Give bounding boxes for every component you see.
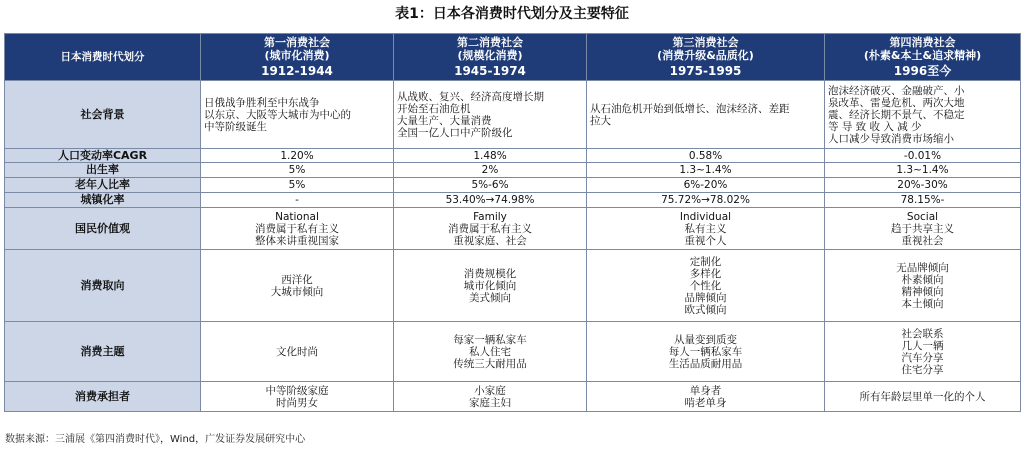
cell-line: 人口减少导致消费市场缩小 <box>828 132 954 145</box>
cell-line: 几人一辆 <box>901 339 944 352</box>
cell-line: 每家一辆私家车 <box>453 333 527 346</box>
table-row <box>5 250 1021 322</box>
source-note: 数据来源：三浦展《第四消费时代》，Wind，广发证券发展研究中心 <box>5 434 306 445</box>
cell-line: 5% <box>288 164 306 176</box>
cell-line: 定制化 <box>689 255 722 268</box>
cell-line: 重视家庭、社会 <box>453 234 527 247</box>
cell-line: -0.01% <box>903 149 942 162</box>
table-cell <box>587 81 825 149</box>
table-cell <box>825 208 1021 250</box>
cell-line: 欧式倾向 <box>684 303 727 316</box>
corner-header: 日本消费时代划分 <box>5 34 201 81</box>
era-subtitle: (规模化消费) <box>457 49 523 62</box>
cell-line: 生活品质耐用品 <box>668 357 743 370</box>
cell-line: 西洋化 <box>281 273 313 286</box>
cell-line: 本土倾向 <box>901 297 944 310</box>
cell-line: 泉改革、雷曼危机、两次大地 <box>828 96 965 109</box>
cell-line: 1.20% <box>280 149 314 162</box>
era-years: 1996至今 <box>893 64 952 78</box>
cell-line: 大城市倾向 <box>270 285 324 298</box>
row-label: 老年人比率 <box>5 178 201 193</box>
cell-line: 每人一辆私家车 <box>668 345 743 358</box>
cell-line: 78.15%- <box>900 194 945 206</box>
table-cell <box>825 81 1021 149</box>
cell-line: 朴素倾向 <box>901 273 944 286</box>
table-cell <box>394 250 587 322</box>
table-cell <box>201 81 394 149</box>
era-years: 1945-1974 <box>454 64 526 78</box>
table-cell <box>825 178 1021 193</box>
era-years: 1975-1995 <box>669 64 742 78</box>
table-cell <box>394 193 587 208</box>
cell-line: 5% <box>288 179 306 191</box>
cell-line: 住宅分享 <box>901 363 944 376</box>
cell-line: 家庭主妇 <box>469 396 511 409</box>
cell-line: 时尚男女 <box>276 396 318 409</box>
cell-line: Individual <box>679 210 732 223</box>
cell-line: Social <box>906 210 939 223</box>
era-name: 第三消费社会 <box>672 36 739 49</box>
cell-line: 中等阶级诞生 <box>204 120 267 133</box>
table-cell <box>825 322 1021 382</box>
cell-line: 单身者 <box>689 384 722 397</box>
table-cell <box>587 382 825 412</box>
row-label: 人口变动率CAGR <box>5 149 201 163</box>
table-cell <box>587 149 825 163</box>
row-label: 消费主题 <box>5 322 201 382</box>
table-row <box>5 149 1021 163</box>
cell-line: 拉大 <box>590 114 611 127</box>
cell-line: 等 导 致 收 入 减 少 <box>828 120 922 133</box>
row-label: 城镇化率 <box>5 193 201 208</box>
cell-line: 消费属于私有主义 <box>448 222 532 235</box>
table-cell <box>394 149 587 163</box>
era-name: 第二消费社会 <box>457 36 523 49</box>
cell-line: 私人住宅 <box>469 345 511 358</box>
cell-line: 传统三大耐用品 <box>453 357 527 370</box>
table-cell <box>394 178 587 193</box>
cell-line: 日俄战争胜利至中东战争 <box>204 96 320 109</box>
cell-line: 0.58% <box>688 149 723 162</box>
table-cell <box>201 382 394 412</box>
table-cell <box>587 322 825 382</box>
table-cell <box>587 163 825 178</box>
cell-line: 1.3~1.4% <box>679 164 732 176</box>
table-row <box>5 208 1021 250</box>
cell-line: 重视个人 <box>684 234 727 247</box>
table-cell <box>587 178 825 193</box>
table-cell <box>587 193 825 208</box>
cell-line: 趋于共享主义 <box>891 222 954 235</box>
cell-line: 5%-6% <box>471 179 509 191</box>
table-cell <box>825 382 1021 412</box>
cell-line: Family <box>473 210 507 223</box>
table-cell <box>825 163 1021 178</box>
table-title: 表1：日本各消费时代划分及主要特征 <box>395 6 629 22</box>
table-cell <box>394 382 587 412</box>
cell-line: 震、经济长期不景气、不稳定 <box>828 108 965 121</box>
cell-line: 城市化倾向 <box>463 279 517 292</box>
cell-line: 泡沫经济破灭、金融破产、小 <box>828 84 965 97</box>
era-years: 1912-1944 <box>261 64 333 78</box>
cell-line: 无品牌倾向 <box>896 261 949 274</box>
table-cell <box>394 322 587 382</box>
cell-line: 个性化 <box>689 279 722 292</box>
row-label: 消费取向 <box>5 250 201 322</box>
cell-line: 私有主义 <box>684 222 727 235</box>
era-name: 第一消费社会 <box>264 36 330 49</box>
cell-line: 多样化 <box>689 267 722 280</box>
cell-line: 从量变到质变 <box>674 333 737 346</box>
table-row <box>5 193 1021 208</box>
cell-line: 社会联系 <box>901 327 944 340</box>
era-subtitle: (消费升级&品质化) <box>657 49 754 62</box>
era-header-2 <box>394 34 587 81</box>
table-cell <box>587 208 825 250</box>
cell-line: 品牌倾向 <box>684 291 727 304</box>
table-cell <box>394 208 587 250</box>
table-cell <box>394 163 587 178</box>
table-row <box>5 382 1021 412</box>
cell-line: 1.48% <box>473 149 507 162</box>
table-row <box>5 163 1021 178</box>
table-cell <box>201 163 394 178</box>
cell-line: 75.72%→78.02% <box>661 194 750 206</box>
table-cell <box>201 322 394 382</box>
cell-line: 消费规模化 <box>463 267 517 280</box>
row-label: 国民价值观 <box>5 208 201 250</box>
cell-line: 大量生产、大量消费 <box>397 114 492 127</box>
cell-line: 从战败、复兴、经济高度增长期 <box>397 90 544 103</box>
cell-line: 20%-30% <box>897 179 948 191</box>
table-cell <box>825 193 1021 208</box>
cell-line: 整体来讲重视国家 <box>255 234 339 247</box>
table-cell <box>201 193 394 208</box>
table-body <box>5 81 1021 412</box>
cell-line: 啃老单身 <box>684 396 727 409</box>
table-row <box>5 81 1021 149</box>
table-cell <box>825 149 1021 163</box>
cell-line: 开始至石油危机 <box>397 102 471 115</box>
table-cell <box>394 81 587 149</box>
cell-line: 汽车分享 <box>901 351 944 364</box>
table-cell <box>825 250 1021 322</box>
table-cell <box>201 149 394 163</box>
era-name: 第四消费社会 <box>889 36 956 49</box>
cell-line: 所有年龄层里单一化的个人 <box>859 390 986 403</box>
cell-line: - <box>295 194 299 206</box>
cell-line: 6%-20% <box>683 179 728 191</box>
cell-line: 美式倾向 <box>469 291 511 304</box>
row-label: 社会背景 <box>5 81 201 149</box>
era-subtitle: (朴素&本土&追求精神) <box>863 49 982 62</box>
row-label: 出生率 <box>5 163 201 178</box>
era-header-1 <box>201 34 394 81</box>
table-row <box>5 178 1021 193</box>
cell-line: 小家庭 <box>474 384 506 397</box>
cell-line: National <box>275 210 319 223</box>
cell-line: 2% <box>481 164 499 176</box>
consumption-era-table <box>4 33 1021 412</box>
table-cell <box>201 208 394 250</box>
cell-line: 重视社会 <box>901 234 944 247</box>
cell-line: 从石油危机开始到低增长、泡沫经济、差距 <box>590 102 790 115</box>
table-cell <box>587 250 825 322</box>
era-subtitle: (城市化消费) <box>264 49 330 62</box>
table-cell <box>201 250 394 322</box>
cell-line: 以东京、大阪等大城市为中心的 <box>204 108 351 121</box>
cell-line: 53.40%→74.98% <box>445 194 535 206</box>
era-header-4 <box>825 34 1021 81</box>
cell-line: 全国一亿人口中产阶级化 <box>397 126 513 139</box>
row-label: 消费承担者 <box>5 382 201 412</box>
cell-line: 1.3~1.4% <box>896 164 949 176</box>
era-header-3 <box>587 34 825 81</box>
cell-line: 中等阶级家庭 <box>265 384 329 397</box>
table-cell <box>201 178 394 193</box>
cell-line: 文化时尚 <box>276 345 318 358</box>
cell-line: 消费属于私有主义 <box>255 222 339 235</box>
table-row <box>5 322 1021 382</box>
cell-line: 精神倾向 <box>901 285 944 298</box>
